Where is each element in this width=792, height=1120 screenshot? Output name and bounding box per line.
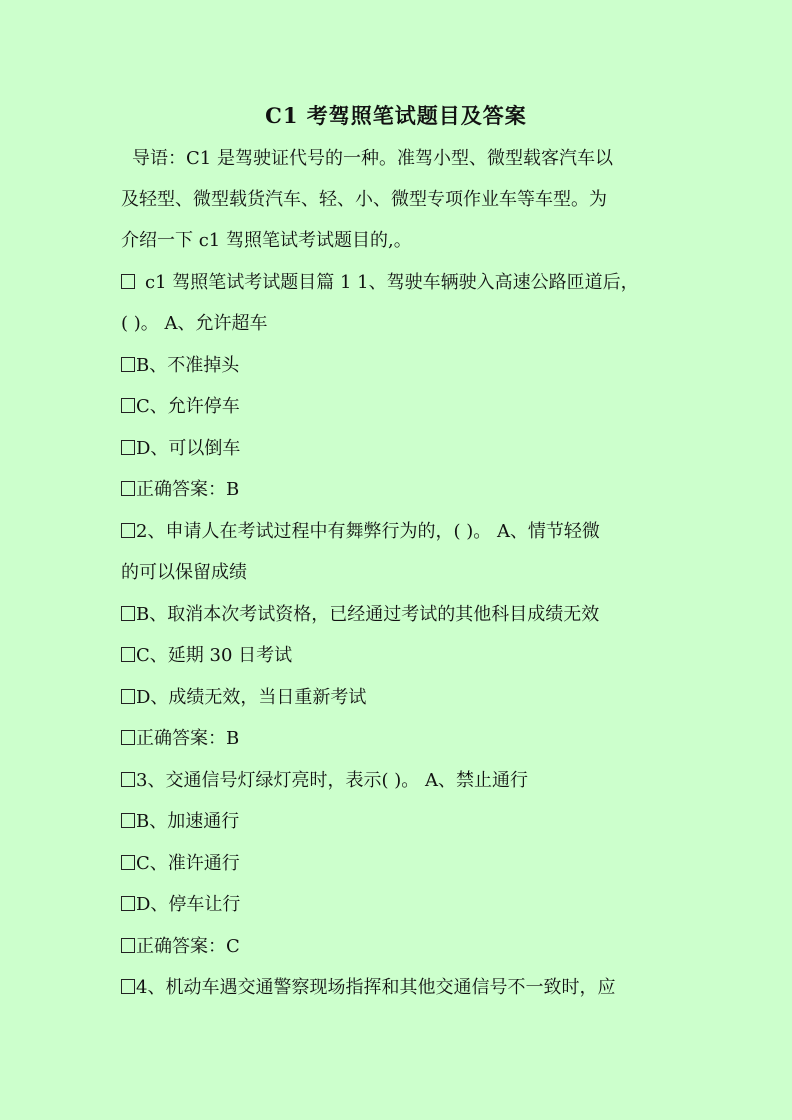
question-1-option-d: D、可以倒车 — [121, 437, 240, 461]
document-title: C1 考驾照笔试题目及答案 — [265, 103, 527, 128]
checkbox-icon — [121, 855, 135, 870]
intro-line-3: 介绍一下 c1 驾照笔试考试题目的,。 — [121, 230, 412, 251]
checkbox-icon — [121, 813, 135, 828]
checkbox-icon — [121, 979, 135, 994]
checkbox-icon — [121, 274, 135, 289]
checkbox-icon — [121, 523, 135, 538]
intro-line-1: 导语：C1 是驾驶证代号的一种。准驾小型、微型载客汽车以 — [132, 148, 613, 169]
checkbox-icon — [121, 647, 135, 662]
checkbox-icon — [121, 481, 135, 496]
checkbox-icon — [121, 730, 135, 745]
checkbox-icon — [121, 896, 135, 911]
question-3-line-1: 3、交通信号灯绿灯亮时，表示( )。 A、禁止通行 — [121, 769, 528, 793]
checkbox-icon — [121, 606, 135, 621]
question-3-answer: 正确答案：C — [121, 935, 240, 959]
question-4-line-1: 4、机动车遇交通警察现场指挥和其他交通信号不一致时，应 — [121, 976, 615, 1000]
question-3-option-c: C、准许通行 — [121, 852, 240, 876]
checkbox-icon — [121, 689, 135, 704]
question-2-option-b: B、取消本次考试资格，已经通过考试的其他科目成绩无效 — [121, 603, 599, 627]
checkbox-icon — [121, 357, 135, 372]
intro-line-2: 及轻型、微型载货汽车、轻、小、微型专项作业车等车型。为 — [121, 189, 607, 210]
question-1-option-c: C、允许停车 — [121, 395, 240, 419]
question-2-option-c: C、延期 30 日考试 — [121, 644, 292, 668]
question-1-line-2: ( )。 A、允许超车 — [121, 313, 268, 334]
checkbox-icon — [121, 938, 135, 953]
question-1-option-b: B、不准掉头 — [121, 354, 239, 378]
question-2-line-1: 2、申请人在考试过程中有舞弊行为的，( )。 A、情节轻微 — [121, 520, 600, 544]
question-2-option-d: D、成绩无效，当日重新考试 — [121, 686, 366, 710]
question-2-line-2: 的可以保留成绩 — [121, 562, 247, 583]
checkbox-icon — [121, 398, 135, 413]
question-3-option-d: D、停车让行 — [121, 893, 240, 917]
checkbox-icon — [121, 772, 135, 787]
checkbox-icon — [121, 440, 135, 455]
question-1-line-1: c1 驾照笔试考试题目篇 1 1、驾驶车辆驶入高速公路匝道后， — [121, 271, 639, 295]
question-2-answer: 正确答案：B — [121, 727, 239, 751]
question-1-answer: 正确答案：B — [121, 478, 239, 502]
question-3-option-b: B、加速通行 — [121, 810, 239, 834]
